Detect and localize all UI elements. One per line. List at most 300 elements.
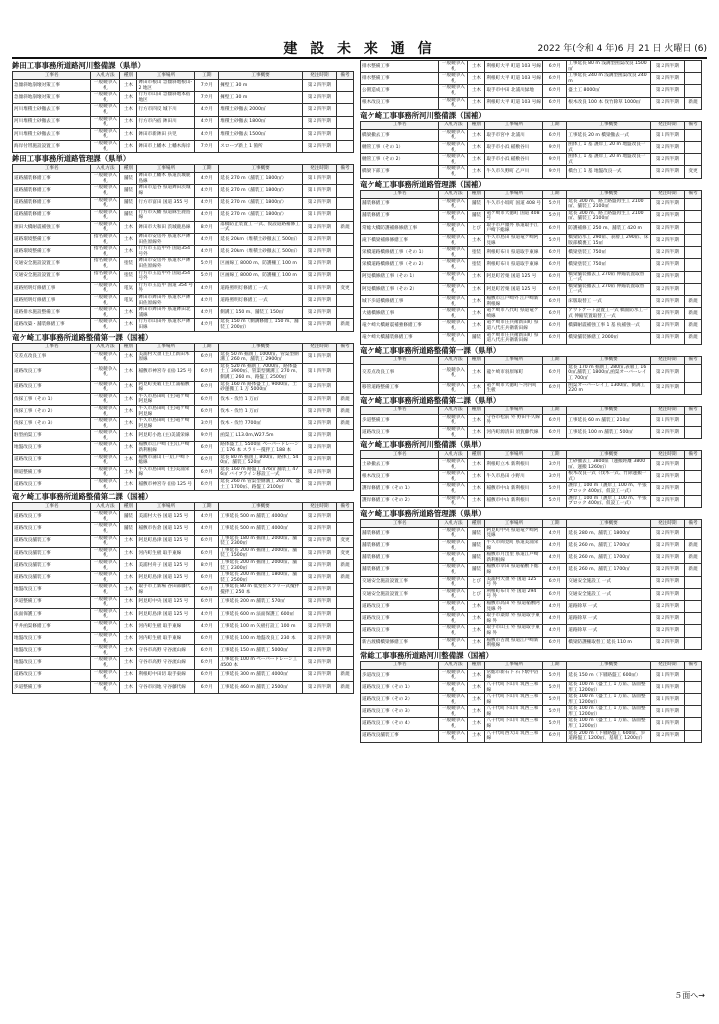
cell-time: 第１四半期 [302, 282, 336, 294]
cell-method: 一般競争入札 [91, 633, 120, 645]
cell-name: 地盤改良工事 [13, 442, 91, 454]
cell-outline: 道路除草 一式 [567, 625, 651, 637]
cell-method: 一般競争入札 [439, 382, 468, 394]
table-row [361, 332, 702, 344]
table-row [361, 576, 702, 588]
cell-name: 平井函渠修繕工事 [13, 620, 91, 632]
cell-outline: 工事延長 180 m 掘削工 2000㎥、舗装工 2300㎡ [219, 535, 303, 547]
table-row [13, 405, 354, 417]
cell-time: 第２四半期 [302, 246, 336, 258]
table-row [361, 681, 702, 693]
table-row [13, 246, 354, 258]
cell-period: 6カ月 [195, 584, 219, 596]
section-title: 竜ケ崎工事事務所河川整備課（国補） [360, 110, 486, 120]
cell-method: 一般競争入札 [91, 405, 120, 417]
cell-note [336, 523, 353, 535]
table-row [361, 141, 702, 153]
cell-period: 6カ月 [543, 61, 567, 73]
column-header-outline: 工事概要 [219, 72, 303, 80]
cell-method: 一般競争入札 [439, 495, 468, 507]
cell-note [684, 235, 701, 247]
cell-kind: 土木 [120, 572, 137, 584]
cell-period: 6カ月 [543, 129, 567, 141]
cell-place: 行方市内宿 鉾田川 [137, 116, 195, 128]
cell-place: 行方市富田 国道 355 号 [137, 197, 195, 209]
column-header-outline: 工事概要 [219, 503, 303, 511]
cell-time: 第２四半期 [302, 221, 336, 233]
cell-period: 7カ月 [195, 140, 219, 152]
cell-period: 6カ月 [543, 414, 567, 426]
cell-method: 一般競争入札 [439, 625, 468, 637]
column-header-outline: 工事概要 [567, 190, 651, 198]
table-row [13, 258, 354, 270]
table-row [361, 271, 702, 283]
table-row [361, 730, 702, 742]
cell-name: 地盤改良工事 [13, 657, 91, 669]
cell-method: 一般競争入札 [439, 154, 468, 166]
cell-name: 道路改良工事 [13, 479, 91, 491]
cell-name: 護岸修繕工事（その 2） [361, 495, 439, 507]
cell-period: 4カ月 [195, 282, 219, 294]
cell-note [684, 483, 701, 495]
cell-time: 第２四半期 [302, 669, 336, 681]
cell-place: 利根町大平 町道 103 号線 [485, 97, 543, 109]
cell-method: 一般競争入札 [439, 141, 468, 153]
cell-time: 第１四半期 [650, 706, 684, 718]
cell-note [684, 527, 701, 539]
cell-method: 指名競争入札 [91, 234, 120, 246]
cell-kind: 土木 [468, 495, 485, 507]
section-title: 竜ケ崎工事事務所道路整備第二課（県単） [360, 395, 501, 405]
table-row [13, 430, 354, 442]
column-header-place: 工事場所 [137, 503, 195, 511]
cell-kind: 土木 [468, 669, 485, 681]
table-row [361, 459, 702, 471]
cell-name: 道路改良工事 [13, 454, 91, 466]
cell-outline: 工事延長 80 m 低变位スラリー式攪拌撹拌工 250 本 [219, 584, 303, 596]
cell-kind: 土木 [468, 637, 485, 649]
cell-name: 道路舗装修繕工事 [13, 185, 91, 197]
column-header-name: 工事名 [361, 356, 439, 364]
cell-outline: 護岸工 100 m（護岸工 100 m、平張ブロック 400㎡、仮設工一式） [567, 495, 651, 507]
cell-outline: 延長 280 m、舗装工 1800㎡ [567, 527, 651, 539]
cell-method: 一般競争入札 [91, 351, 120, 363]
cell-place: 鉾田市上幡木 県道茨城鹿島線 [137, 173, 195, 185]
cell-outline: 道路除草 一式 [567, 613, 651, 625]
cell-time: 第２四半期 [650, 564, 684, 576]
cell-place: 龍ケ崎市羽原塚町 [485, 364, 543, 382]
table-row [361, 154, 702, 166]
cell-place: 行方市玉造甲外 国道354号外 [137, 270, 195, 282]
cell-place: 取手市中田 北浦川緑地 [485, 85, 543, 97]
cell-name: 新古渡橋橋梁修繕工事 [361, 637, 439, 649]
cell-name: 交差点改良工事 [13, 351, 91, 363]
cell-time: 第２四半期 [650, 154, 684, 166]
cell-outline: 延長 300 m、路上路盤再生工 2100㎡、舗装工 2100㎡ [567, 210, 651, 222]
cell-time: 第２四半期 [302, 633, 336, 645]
cell-time: 第２四半期 [650, 471, 684, 483]
cell-name: 駐型函渠工事 [13, 430, 91, 442]
bid-table [360, 406, 702, 439]
column-header-method: 入札方法 [439, 406, 468, 414]
cell-note [336, 173, 353, 185]
cell-method: 一般競争入札 [439, 283, 468, 295]
cell-time: 第１四半期 [302, 185, 336, 197]
cell-note [336, 295, 353, 307]
cell-place: 鉾田市大和田 茨城鹿島線 [137, 221, 195, 233]
cell-note: 新規 [684, 320, 701, 332]
cell-time: 第２四半期 [650, 426, 684, 438]
cell-period: 4カ月 [195, 511, 219, 523]
cell-place: 稲敷市神宮寺 (国) 125 号 [137, 363, 195, 381]
cell-period: 6カ月 [195, 547, 219, 559]
cell-note [684, 141, 701, 153]
cell-name: 護岸修繕工事（その 1） [361, 483, 439, 495]
cell-time: 第２四半期 [302, 140, 336, 152]
cell-method: 一般競争入札 [439, 718, 468, 730]
column-header-outline: 工事概要 [567, 661, 651, 669]
table-row [13, 584, 354, 596]
table-row [361, 564, 702, 576]
cell-time: 第２四半期 [650, 600, 684, 612]
cell-outline: 道路照明灯修繕工 一式 [219, 282, 303, 294]
cell-name: 道路改良工事 [13, 523, 91, 535]
table-row [361, 483, 702, 495]
cell-outline: 堆積土砂撤去 2000㎥ [219, 104, 303, 116]
cell-time: 第２四半期 [650, 588, 684, 600]
cell-name: 道路環境整備工事 [13, 246, 91, 258]
cell-name: 栄橋道路橋修繕工事（その 1） [361, 247, 439, 259]
cell-kind: 塗装 [120, 270, 137, 282]
table-row [361, 588, 702, 600]
cell-place: 牛久市岡見町 県道美浦栄線 [485, 540, 543, 552]
cell-kind: 舗装 [120, 523, 137, 535]
cell-outline: 工事延長 150 m 舗装工 5000㎡ [219, 645, 303, 657]
cell-kind: 土木 [468, 694, 485, 706]
cell-name: 法面保護工事 [13, 608, 91, 620]
table-row [13, 559, 354, 571]
cell-time: 第２四半期 [302, 511, 336, 523]
table-row [13, 351, 354, 363]
cell-note [336, 596, 353, 608]
cell-kind: 舗装 [120, 197, 137, 209]
cell-kind: 土木 [120, 221, 137, 233]
cell-period: 6カ月 [195, 393, 219, 405]
cell-period: 6カ月 [543, 320, 567, 332]
cell-kind: 土木 [120, 418, 137, 430]
cell-method: 一般競争入札 [91, 559, 120, 571]
cell-kind: 舗装 [120, 185, 137, 197]
cell-outline: 区画線工 8000 m、防護柵工 100 m [219, 258, 303, 270]
column-header-time: 発注時期 [650, 451, 684, 459]
cell-outline: 延長 270 m（舗装工 1800㎡） [219, 197, 303, 209]
table-row [361, 382, 702, 394]
cell-place: 稲敷市蒲山 (一)江戸崎下総線 [137, 454, 195, 466]
cell-method: 一般競争入札 [439, 681, 468, 693]
cell-period: 4カ月 [195, 209, 219, 221]
cell-note [684, 471, 701, 483]
cell-method: 一般競争入札 [439, 576, 468, 588]
cell-note [336, 511, 353, 523]
table-row [13, 197, 354, 209]
cell-note: 新規 [684, 308, 701, 320]
column-header-time: 発注時期 [650, 356, 684, 364]
cell-period: 5カ月 [543, 483, 567, 495]
table-header-row [361, 661, 702, 669]
bid-table [360, 190, 702, 345]
cell-place: 牛久市島田町 (主)竜ケ崎阿見線 [137, 418, 195, 430]
cell-time: 第２四半期 [650, 625, 684, 637]
cell-name: 舗装修繕工事 [361, 564, 439, 576]
cell-time: 第２四半期 [302, 535, 336, 547]
cell-note [684, 61, 701, 73]
column-header-place: 工事場所 [137, 72, 195, 80]
cell-place: 利根町大平 町道 103 号線 [485, 73, 543, 85]
section-title: 竜ケ崎工事事務所道路整備第二課（国補） [12, 492, 153, 502]
cell-place: 取手市小浜 稲敷谷川 [485, 154, 543, 166]
cell-name: 交通安全施設設置工事 [13, 270, 91, 282]
cell-place: 稲敷市幸田 県道稲敷下総線 [485, 564, 543, 576]
cell-outline: 伐木・伐竹 7700㎡ [219, 418, 303, 430]
cell-kind: 舗装 [468, 552, 485, 564]
column-header-note: 備考 [684, 519, 701, 527]
column-header-method: 入札方法 [91, 72, 120, 80]
cell-kind: 土木 [468, 308, 485, 320]
cell-name: 側道整備工事 [13, 466, 91, 478]
cell-outline: 橋梁舗装修繕工 2000㎡ [567, 332, 651, 344]
cell-time: 第２四半期 [302, 381, 336, 393]
cell-note [336, 140, 353, 152]
cell-method: 一般競争入札 [439, 694, 468, 706]
cell-time: 第２四半期 [650, 483, 684, 495]
cell-name: 道路改築・舗装修繕工事 [13, 319, 91, 331]
cell-place: 竜ケ崎市庄兵衛新田町 県道八代庄兵衛新田線 [485, 320, 543, 332]
cell-note [336, 466, 353, 478]
cell-time: 第１四半期 [650, 129, 684, 141]
column-header-note: 備考 [684, 661, 701, 669]
cell-period: 6カ月 [543, 588, 567, 600]
cell-time: 第２四半期 [650, 576, 684, 588]
cell-note [336, 479, 353, 491]
cell-method: 一般競争入札 [91, 173, 120, 185]
column-header-name: 工事名 [13, 343, 91, 351]
cell-kind: 舗装 [468, 527, 485, 539]
cell-kind: 舗装 [120, 209, 137, 221]
cell-note [684, 154, 701, 166]
cell-place: 牛久市島田町 (主)竜ケ崎阿見線 [137, 393, 195, 405]
cell-name: 舗装修繕工事 [361, 552, 439, 564]
cell-note: 新規 [684, 564, 701, 576]
column-header-method: 入札方法 [439, 451, 468, 459]
cell-time: 第２四半期 [650, 73, 684, 85]
cell-kind: 土木 [468, 73, 485, 85]
cell-note [684, 247, 701, 259]
cell-method: 一般競争入札 [439, 247, 468, 259]
cell-name: 道路舗装修繕工事 [13, 197, 91, 209]
cell-kind: 土木 [468, 382, 485, 394]
cell-time: 第２四半期 [302, 620, 336, 632]
cell-place: 稲敷市佐倉 国道 125 号 [137, 523, 195, 535]
cell-place: 阿見町中央 県道竜ケ崎阿見線 [485, 527, 543, 539]
cell-time: 第２四半期 [302, 645, 336, 657]
cell-kind: 土木 [468, 600, 485, 612]
cell-note [684, 718, 701, 730]
cell-name: 根木改良工事 [361, 97, 439, 109]
cell-place: 取手市小浜 稲敷谷川 [485, 141, 543, 153]
cell-period: 6カ月 [195, 572, 219, 584]
cell-place: 牛久市島田 県道竜ケ崎阿見線 [485, 235, 543, 247]
table-row [13, 319, 354, 331]
cell-time: 第２四半期 [650, 271, 684, 283]
cell-method: 指名競争入札 [91, 270, 120, 282]
cell-method: 一般競争入札 [91, 535, 120, 547]
table-row [13, 442, 354, 454]
column-header-note: 備考 [684, 356, 701, 364]
cell-name: 常総大橋防護補修修繕工事 [361, 222, 439, 234]
cell-place: 牛久市島田町 (主)竜ケ崎阿見線 [137, 405, 195, 417]
column-header-place: 工事場所 [485, 661, 543, 669]
table-row [361, 471, 702, 483]
cell-note [336, 657, 353, 669]
cell-note: 変更 [336, 535, 353, 547]
cell-method: 一般競争入札 [91, 116, 120, 128]
cell-method: 一般競争入札 [91, 381, 120, 393]
cell-note: 新規 [684, 296, 701, 308]
cell-note [684, 613, 701, 625]
table-row [361, 222, 702, 234]
bid-table [12, 71, 354, 153]
table-row [13, 547, 354, 559]
cell-outline: 擁壁工 30 m [219, 92, 303, 104]
table-row [13, 511, 354, 523]
cell-time: 第２四半期 [650, 247, 684, 259]
cell-note [684, 364, 701, 382]
column-header-outline: 工事概要 [567, 451, 651, 459]
cell-place: 竜ケ崎市大徳町 国道 408 号 [485, 210, 543, 222]
cell-note [684, 283, 701, 295]
cell-time: 第２四半期 [302, 479, 336, 491]
cell-method: 一般競争入札 [91, 430, 120, 442]
cell-period: 5カ月 [543, 495, 567, 507]
cell-period: 4カ月 [195, 185, 219, 197]
cell-outline: 延長 270 m（舗装工 1800㎡） [219, 173, 303, 185]
table-row [361, 527, 702, 539]
cell-place: 鉾田市鉾田外 県道水戸鉾田佐原線外 [137, 295, 195, 307]
cell-kind: 土木 [120, 454, 137, 466]
cell-time: 第２四半期 [650, 283, 684, 295]
cell-place: 阿見町若栗 国道 125 号 [485, 271, 543, 283]
cell-method: 一般競争入札 [91, 669, 120, 681]
cell-outline: 伐木・伐竹 1 万㎡ [219, 393, 303, 405]
cell-outline: 工事延長 60 m 舗装工 210㎡ [567, 414, 651, 426]
cell-method: 一般競争入札 [91, 307, 120, 319]
cell-kind: 土木 [120, 466, 137, 478]
cell-outline: 延長 80 m 掘削工 800㎥、路体工 540㎥、舗装工 520㎡ [219, 454, 303, 466]
cell-method: 一般競争入札 [439, 259, 468, 271]
column-header-note: 備考 [336, 343, 353, 351]
column-header-period: 工期 [543, 121, 567, 129]
cell-method: 一般競争入札 [91, 608, 120, 620]
cell-time: 第２四半期 [302, 295, 336, 307]
cell-outline: 延長 150 m（下層路盤工 600㎡） [567, 669, 651, 681]
column-header-period: 工期 [195, 165, 219, 173]
cell-method: 一般競争入札 [91, 80, 120, 92]
cell-time: 第２四半期 [650, 540, 684, 552]
cell-kind: 土木 [120, 681, 137, 693]
column-header-kind: 種別 [120, 72, 137, 80]
cell-method: 一般競争入札 [91, 620, 120, 632]
table-row [361, 718, 702, 730]
cell-note [684, 694, 701, 706]
cell-note: 新規 [684, 332, 701, 344]
cell-name: 栄橋道路橋修繕工事（その 2） [361, 259, 439, 271]
cell-kind: 土木 [468, 426, 485, 438]
cell-period: 9カ月 [543, 154, 567, 166]
cell-name: 河川堆積土砂撤去工事 [13, 104, 91, 116]
cell-place: 鉾田市鉾田外 県道鉾田北浦線 [137, 307, 195, 319]
cell-name: 伐採工事（その 1） [13, 393, 91, 405]
cell-note: 新規 [336, 559, 353, 571]
column-header-note: 備考 [684, 121, 701, 129]
cell-place: 取手市宮中 北浦川 [485, 129, 543, 141]
column-header-name: 工事名 [361, 661, 439, 669]
column-header-method: 入札方法 [91, 165, 120, 173]
cell-kind: 土木 [120, 246, 137, 258]
cell-kind: とび [468, 576, 485, 588]
cell-method: 一般競争入札 [439, 483, 468, 495]
cell-period: 3カ月 [195, 418, 219, 430]
cell-time: 第２四半期 [650, 198, 684, 210]
cell-method: 一般競争入札 [439, 296, 468, 308]
table-row [13, 645, 354, 657]
cell-method: 一般競争入札 [439, 669, 468, 681]
cell-time: 第２四半期 [302, 547, 336, 559]
cell-outline: 延長 50 m 掘削工 1000㎥、管渠型側溝工 260 m、舗装工 2900㎡ [219, 351, 303, 363]
table-row [13, 282, 354, 294]
column-header-place: 工事場所 [137, 343, 195, 351]
cell-note: 新規 [684, 97, 701, 109]
cell-outline: 延長 20km（堆積土砂撤去工 500㎥） [219, 246, 303, 258]
cell-name: 舗装修繕工事 [361, 210, 439, 222]
cell-note [336, 209, 353, 221]
cell-method: 一般競争入札 [91, 454, 120, 466]
cell-outline: 土砂撤去工 3800㎥（運搬距離 3800㎥、運搬 1260㎥） [567, 459, 651, 471]
cell-name: 舗装修繕工事 [361, 198, 439, 210]
cell-name: 道路改良舗装工事 [13, 559, 91, 571]
cell-note: 新規 [336, 221, 353, 233]
column-header-place: 工事場所 [137, 165, 195, 173]
table-row [361, 85, 702, 97]
cell-method: 一般競争入札 [439, 730, 468, 742]
column-header-method: 入札方法 [439, 661, 468, 669]
cell-kind: 土木 [120, 140, 137, 152]
cell-kind: 土木 [120, 559, 137, 571]
cell-outline: 延長 100 m（盛土工 1 万㎥、法面整形工 1200㎡） [567, 706, 651, 718]
cell-method: 指名競争入札 [91, 246, 120, 258]
cell-place: 取手市桑原 外 県道取手東線 外 [485, 613, 543, 625]
cell-kind: 土木 [120, 584, 137, 596]
table-row [13, 128, 354, 140]
table-row [361, 495, 702, 507]
cell-method: 一般競争入札 [439, 332, 468, 344]
cell-place: 利根町大平 町道 103 号線 [485, 61, 543, 73]
cell-method: 一般競争入札 [91, 657, 120, 669]
cell-time: 第１四半期 [650, 414, 684, 426]
table-row [361, 198, 702, 210]
section-title: 鉾田工事事務所道路河川整備課（県単） [12, 61, 146, 70]
cell-note [684, 85, 701, 97]
cell-period: 6カ月 [543, 85, 567, 97]
